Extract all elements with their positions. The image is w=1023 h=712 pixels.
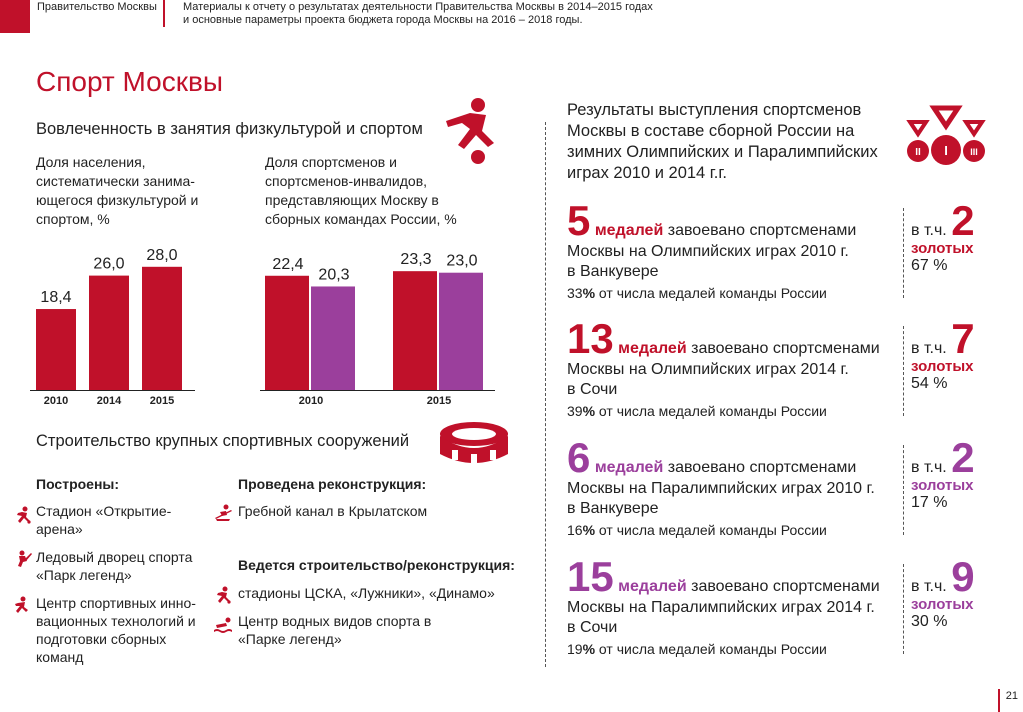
medal-share-value: 16 bbox=[567, 522, 583, 538]
medal-share-desc: от числа медалей команды России bbox=[595, 522, 827, 538]
gold-percent: 54 % bbox=[911, 375, 948, 392]
page-number-divider bbox=[998, 689, 1000, 712]
engagement-heading: Вовлеченность в занятия физкультурой и спортом bbox=[36, 120, 423, 138]
medal-count: 6 bbox=[567, 434, 591, 481]
gold-word: золотых bbox=[911, 240, 974, 257]
gold-medals-block bbox=[911, 434, 1021, 512]
chart-value-label: 28,0 bbox=[146, 246, 178, 264]
medal-desc-line2: Москвы на Олимпийских играх 2014 г. bbox=[567, 361, 849, 378]
chart-value-label: 23,0 bbox=[446, 252, 478, 270]
chart-bar bbox=[89, 276, 129, 390]
gold-percent: 67 % bbox=[911, 257, 948, 274]
medal-share-value: 33 bbox=[567, 285, 583, 301]
gold-medals-block bbox=[911, 553, 1021, 631]
medal-desc-line2: Москвы на Паралимпийских играх 2010 г. bbox=[567, 480, 875, 497]
chart1-description: Доля населения, систематически занима-ющегося физкультурой и спортом, % bbox=[36, 154, 199, 227]
results-heading: Результаты выступления спортсменов Москвы в составе сборной России на зимних Олимпийских и Паралимпийских играх 2010 и 2014 г.г. bbox=[567, 101, 878, 182]
gold-count: 2 bbox=[951, 434, 975, 481]
chart-value-label: 23,3 bbox=[400, 251, 432, 269]
medal-desc-line3: в Сочи bbox=[567, 381, 618, 398]
chart-bar bbox=[311, 286, 355, 390]
medals-icon bbox=[906, 104, 996, 168]
reconstructed-item-1: Гребной канал в Крылатском bbox=[238, 503, 428, 519]
gold-word: золотых bbox=[911, 596, 974, 613]
chart-bar bbox=[439, 273, 483, 390]
including-label: в т.ч. bbox=[911, 578, 947, 595]
medal-share-value: 39 bbox=[567, 403, 583, 419]
medal-result-block: 5 медалей завоевано спортсменами Москвы на Олимпийских играх 2010 г. в Ванкувере 33% от числа медалей команды России bbox=[567, 200, 902, 301]
hockey-player-icon bbox=[14, 550, 32, 568]
medal-word: медалей bbox=[618, 340, 687, 357]
medal-word: медалей bbox=[594, 222, 664, 239]
medal-desc-line1: завоевано спортсменами bbox=[686, 578, 880, 595]
medal-desc-line2: Москвы на Олимпийских играх 2010 г. bbox=[567, 243, 849, 260]
medal-share-value: 19 bbox=[567, 641, 583, 657]
chart-value-label: 22,4 bbox=[272, 255, 304, 273]
gold-count: 9 bbox=[951, 553, 975, 600]
medal-result-block: 15 медалей завоевано спортсменами Москвы на Паралимпийских играх 2014 г. в Сочи 19% от числа медалей команды России bbox=[567, 556, 902, 657]
medal-share-desc: от числа медалей команды России bbox=[595, 285, 827, 301]
medal-label-2: II bbox=[915, 147, 921, 158]
runner-icon bbox=[12, 596, 30, 614]
medal-word: медалей bbox=[618, 578, 687, 595]
including-label: в т.ч. bbox=[911, 340, 947, 357]
gold-medals-block bbox=[911, 197, 1021, 275]
chart-value-label: 18,4 bbox=[40, 289, 72, 307]
medal-count: 5 bbox=[567, 197, 591, 244]
gold-divider bbox=[903, 445, 904, 535]
gold-percent: 17 % bbox=[911, 494, 948, 511]
medal-count: 15 bbox=[567, 553, 614, 600]
football-icon bbox=[14, 506, 32, 524]
medal-label-3: III bbox=[970, 147, 978, 157]
chart-value-label: 20,3 bbox=[318, 266, 350, 284]
reconstructed-title: Проведена реконструкция: bbox=[238, 476, 427, 492]
including-label: в т.ч. bbox=[911, 459, 947, 476]
chart-bar bbox=[36, 309, 76, 390]
ongoing-title: Ведется строительство/реконструкция: bbox=[238, 557, 515, 573]
header-divider bbox=[163, 0, 165, 27]
built-item-3: Центр спортивных инно-вационных технологий и подготовки сборных команд bbox=[36, 595, 196, 665]
chart-bar bbox=[393, 271, 437, 390]
medal-desc-line1: завоевано спортсменами bbox=[663, 459, 857, 476]
medal-result-block: 13 медалей завоевано спортсменами Москвы на Олимпийских играх 2014 г. в Сочи 39% от числа медалей команды России bbox=[567, 318, 902, 419]
moscow-coat-of-arms-logo bbox=[0, 0, 30, 33]
athletes-share-chart bbox=[260, 230, 500, 412]
gold-medals-block bbox=[911, 315, 1021, 393]
chart-x-tick: 2015 bbox=[149, 395, 175, 407]
column-divider bbox=[545, 122, 546, 667]
swimmer-icon bbox=[214, 616, 232, 634]
chart-bar bbox=[265, 276, 309, 390]
page-number: 21 bbox=[1005, 690, 1018, 702]
including-label: в т.ч. bbox=[911, 222, 947, 239]
chart-x-tick: 2010 bbox=[43, 395, 69, 407]
medal-desc-line3: в Ванкувере bbox=[567, 263, 659, 280]
medal-desc-line1: завоевано спортсменами bbox=[663, 222, 857, 239]
population-sport-chart bbox=[30, 230, 200, 412]
chart-x-tick: 2010 bbox=[298, 395, 324, 407]
football-icon bbox=[214, 586, 232, 604]
chart-x-tick: 2014 bbox=[96, 395, 122, 407]
rowing-icon bbox=[214, 504, 232, 522]
chart-x-tick: 2015 bbox=[426, 395, 452, 407]
built-title: Построены: bbox=[36, 476, 120, 492]
chart-value-label: 26,0 bbox=[93, 255, 125, 273]
built-item-1: Стадион «Открытие-арена» bbox=[36, 503, 172, 537]
chart-bar bbox=[142, 267, 182, 390]
gold-divider bbox=[903, 564, 904, 654]
gold-divider bbox=[903, 208, 904, 298]
medal-desc-line3: в Сочи bbox=[567, 619, 618, 636]
medal-desc-line3: в Ванкувере bbox=[567, 500, 659, 517]
gold-word: золотых bbox=[911, 358, 974, 375]
header-description: Материалы к отчету о результатах деятельности Правительства Москвы в 2014–2015 годах и основные параметры проекта бюджета города Москвы на 2016 – 2018 годы. bbox=[183, 1, 653, 26]
medal-share-desc: от числа медалей команды России bbox=[595, 641, 827, 657]
medal-desc-line1: завоевано спортсменами bbox=[686, 340, 880, 357]
gold-divider bbox=[903, 326, 904, 416]
medal-label-1: I bbox=[944, 143, 948, 158]
gold-percent: 30 % bbox=[911, 613, 948, 630]
page-title: Спорт Москвы bbox=[36, 66, 223, 97]
medal-share-desc: от числа медалей команды России bbox=[595, 403, 827, 419]
chart2-description: Доля спортсменов и спортсменов-инвалидов, представляющих Москву в сборных командах России, % bbox=[265, 154, 457, 227]
organization-name: Правительство Москвы bbox=[37, 1, 157, 13]
medal-desc-line2: Москвы на Паралимпийских играх 2014 г. bbox=[567, 599, 875, 616]
medal-count: 13 bbox=[567, 315, 614, 362]
medal-result-block: 6 медалей завоевано спортсменами Москвы на Паралимпийских играх 2010 г. в Ванкувере 16% от числа медалей команды России bbox=[567, 437, 902, 538]
stadium-icon bbox=[438, 420, 510, 472]
ongoing-item-2: Центр водных видов спорта в «Парке легенд» bbox=[238, 613, 432, 647]
construction-heading: Строительство крупных спортивных сооружений bbox=[36, 432, 410, 450]
ongoing-item-1: стадионы ЦСКА, «Лужники», «Динамо» bbox=[238, 585, 495, 601]
gold-count: 2 bbox=[951, 197, 975, 244]
built-item-2: Ледовый дворец спорта «Парк легенд» bbox=[36, 549, 193, 583]
gold-count: 7 bbox=[951, 315, 975, 362]
medal-word: медалей bbox=[594, 459, 664, 476]
gold-word: золотых bbox=[911, 477, 974, 494]
